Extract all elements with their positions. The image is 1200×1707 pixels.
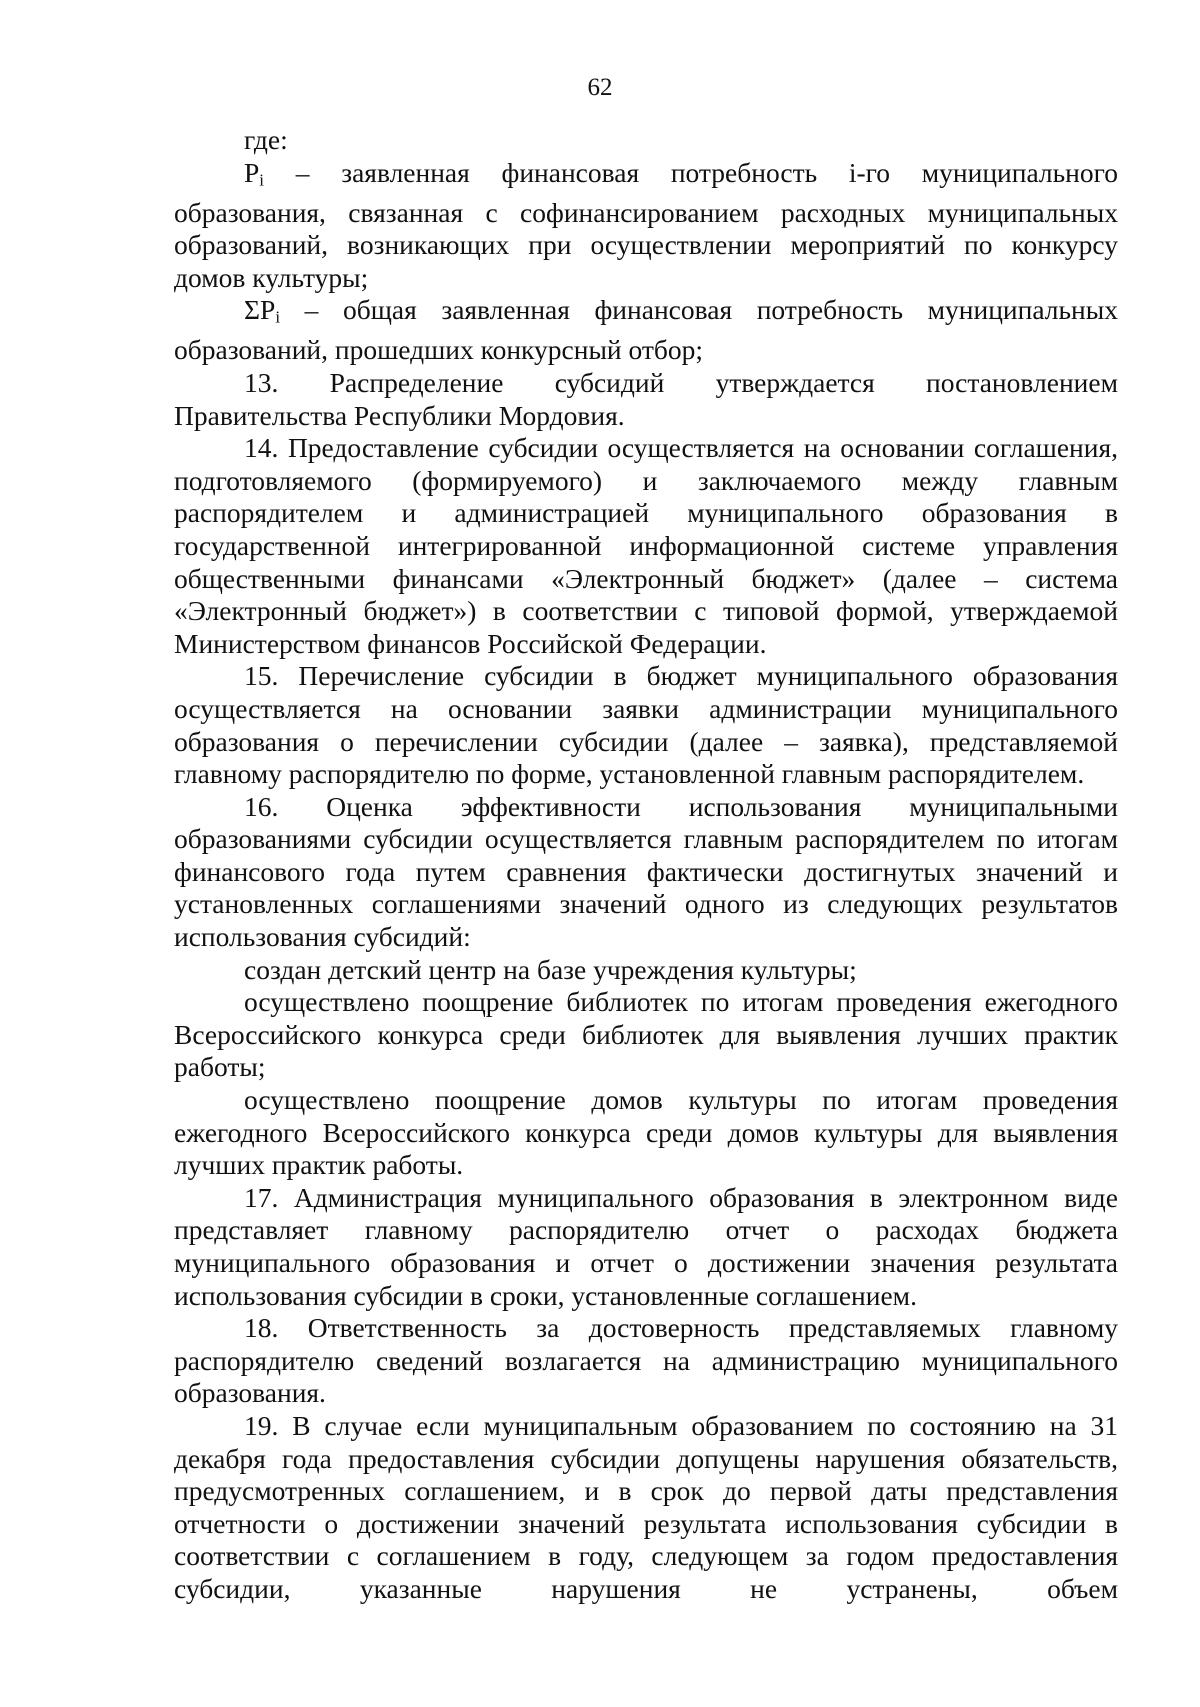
result-item-1: создан детский центр на базе учреждения культуры; [244, 953, 857, 985]
symbol-subscript-i: i [275, 307, 281, 327]
paragraph-16: 16. Оценка эффективности использования муниципальными образованиями субсидии осуществляется главным распорядителем по итогам финансового года путем сравнения фактически достигнутых значений и установленных соглашениями значений одного из следующих результатов использования субсидий: [174, 790, 1118, 953]
paragraph-17: 17. Администрация муниципального образования в электронном виде представляет главному распорядителю отчет о расходах бюджета муниципального образования и отчет о достижении значения результата использования субсидии в сроки, установленные соглашением. [174, 1181, 1118, 1311]
result-item-3: осуществлено поощрение домов культуры по итогам проведения ежегодного Всероссийского конкурса среди домов культуры для выявления лучших практик работы. [174, 1084, 1118, 1181]
document-body [174, 124, 1118, 1606]
symbol-sum-p: ΣP [244, 294, 276, 326]
symbol-subscript-i: i [259, 170, 265, 189]
page-number: 62 [587, 74, 613, 101]
symbol-p: P [244, 156, 260, 188]
paragraph-15: 15. Перечисление субсидии в бюджет муниципального образования осуществляется на основании заявки администрации муниципального образования о перечислении субсидии (далее – заявка), представляемой главному распорядителю по форме, установленной главным распорядителем. [174, 660, 1118, 790]
result-item-2: осуществлено поощрение библиотек по итогам проведения ежегодного Всероссийского конкурса среди библиотек для выявления лучших практик работы; [174, 986, 1118, 1083]
definition-pi-text: – заявленная финансовая потребность i-го муниципального образования, связанная с софинансированием расходных муниципальных образований, возникающих при осуществлении мероприятий по конкурсу домов культуры; [174, 156, 1118, 293]
paragraph-13: 13. Распределение субсидий утверждается постановлением Правительства Республики Мордовия. [174, 366, 1118, 431]
definition-pi [174, 157, 1118, 295]
paragraph-14: 14. Предоставление субсидии осуществляется на основании соглашения, подготовляемого (формируемого) и заключаемого между главным распорядителем и администрацией муниципального образования в государственной интегрированной информационной системе управления общественными финансами «Электронный бюджет» (далее – система «Электронный бюджет») в соответствии с типовой формой, утверждаемой Министерством финансов Российской Федерации. [174, 432, 1118, 659]
where-label: где: [244, 124, 288, 155]
definition-sum-pi-text: – общая заявленная финансовая потребность муниципальных образований, прошедших конкурсный отбор; [174, 294, 1118, 366]
definition-sum-pi [174, 294, 1118, 367]
paragraph-19: 19. В случае если муниципальным образованием по состоянию на 31 декабря года предоставления субсидии допущены нарушения обязательств, предусмотренных соглашением, и в срок до первой даты представления отчетности о достижении значений результата использования субсидии в соответствии с соглашением в году, следующем за годом предоставления субсидии, указанные нарушения не устранены, объем [174, 1409, 1118, 1604]
paragraph-18: 18. Ответственность за достоверность представляемых главному распорядителю сведений возлагается на администрацию муниципального образования. [174, 1312, 1118, 1409]
